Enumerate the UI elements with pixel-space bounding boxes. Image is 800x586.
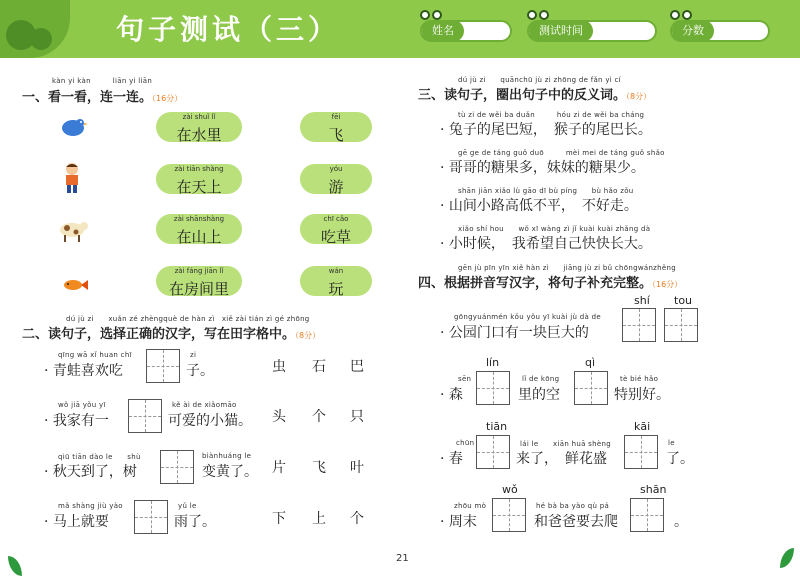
answer-box[interactable] <box>574 371 608 405</box>
sentence-pinyin: sēn <box>458 375 472 383</box>
choice-char[interactable]: 叶 <box>350 460 364 476</box>
phrase-pill-left[interactable] <box>156 164 242 194</box>
pill-text: 飞 <box>328 126 344 144</box>
phrase-pill-left[interactable] <box>156 214 242 244</box>
sentence-pinyin: mǎ shàng jiù yào <box>58 502 123 510</box>
sentence-text: · 山间小路高低不平， 不好走。 <box>440 198 638 214</box>
sentence-text: 变黄了。 <box>202 464 258 480</box>
pill-pinyin: fēi <box>331 113 341 121</box>
name-field[interactable] <box>420 20 512 42</box>
choice-char[interactable]: 个 <box>312 409 326 425</box>
pill-pinyin: wán <box>328 267 344 275</box>
page-title: 句子测试（三） <box>116 13 341 46</box>
section-heading: 四、根据拼音写汉字，将句子补充完整。（16分） <box>418 276 683 291</box>
decoration-blob <box>30 28 52 50</box>
answer-box[interactable] <box>664 308 698 342</box>
target-pinyin: shí <box>634 294 650 307</box>
answer-box[interactable] <box>630 498 664 532</box>
choice-char[interactable]: 个 <box>350 511 364 527</box>
header-band <box>0 0 800 58</box>
pill-text: 在房间里 <box>168 280 229 298</box>
frog-eyes-icon <box>420 10 442 20</box>
answer-box[interactable] <box>146 349 180 383</box>
pill-pinyin: zài tiān shàng <box>174 165 224 173</box>
choice-char[interactable]: 片 <box>272 460 286 476</box>
sentence-text: 可爱的小猫。 <box>168 413 252 429</box>
sentence-text: · 小时候， 我希望自己快快长大。 <box>440 236 652 252</box>
sentence-pinyin: xiǎo shí hou wǒ xī wàng zì jǐ kuài kuài zhǎng dà <box>458 225 651 233</box>
sentence-pinyin: chūn <box>456 439 475 447</box>
sentence-text: · 我家有一 <box>44 413 109 429</box>
target-pinyin: tiān <box>486 420 508 433</box>
pill-pinyin: chī cǎo <box>323 215 349 223</box>
sentence-text: · 青蛙喜欢吃 <box>44 363 123 379</box>
section-pinyin: gēn jù pīn yīn xiě hàn zì jiāng jù zi bǔ chōngwánzhěng <box>458 264 676 272</box>
sentence-text: · 周末 <box>440 514 477 530</box>
sentence-pinyin: qīng wā xǐ huan chī <box>58 351 132 359</box>
sentence-pinyin: tù zi de wěi ba duǎn hóu zi de wěi ba cháng <box>458 111 645 119</box>
sentence-text: · 春 <box>440 451 463 467</box>
choice-char[interactable]: 下 <box>272 511 286 527</box>
choice-char[interactable]: 只 <box>350 409 364 425</box>
answer-box[interactable] <box>134 500 168 534</box>
pill-pinyin: yóu <box>329 165 343 173</box>
target-pinyin: shān <box>640 483 667 496</box>
answer-box[interactable] <box>622 308 656 342</box>
score-field[interactable] <box>670 20 770 42</box>
sentence-text: 子。 <box>186 363 214 379</box>
leaf-icon <box>8 556 22 576</box>
sentence-text: · 森 <box>440 387 463 403</box>
choice-char[interactable]: 上 <box>312 511 326 527</box>
answer-box[interactable] <box>160 450 194 484</box>
choice-char[interactable]: 飞 <box>312 460 326 476</box>
section-heading: 三、读句子，圈出句子中的反义词。（8分） <box>418 88 652 103</box>
choice-char[interactable]: 石 <box>312 359 326 375</box>
section-pinyin: dú jù zi xuǎn zé zhèngquè de hàn zì xiě zài tián zì gé zhōng <box>66 315 310 323</box>
cow-picture <box>56 216 90 244</box>
test-time-field[interactable] <box>527 20 657 42</box>
sentence-pinyin: biànhuáng le <box>202 452 252 460</box>
sentence-pinyin: shān jiān xiǎo lù gāo dī bù píng bù hǎo zǒu <box>458 187 634 195</box>
fish-picture <box>60 272 90 298</box>
target-pinyin: tou <box>674 294 693 307</box>
child-picture <box>60 162 84 194</box>
phrase-pill-right[interactable] <box>300 266 372 296</box>
sentence-text: · 公园门口有一块巨大的 <box>440 325 589 341</box>
sentence-pinyin: gē ge de táng guǒ duō mèi mei de táng guǒ shǎo <box>458 149 665 157</box>
target-pinyin: qì <box>585 356 596 369</box>
answer-box[interactable] <box>128 399 162 433</box>
section-score: （8分） <box>295 331 321 340</box>
choice-char[interactable]: 虫 <box>272 359 286 375</box>
sentence-text: 特别好。 <box>614 387 670 403</box>
pill-text: 玩 <box>328 280 344 298</box>
target-pinyin: wǒ <box>502 483 518 496</box>
phrase-pill-right[interactable] <box>300 214 372 244</box>
choice-char[interactable]: 巴 <box>350 359 364 375</box>
score-field-label: 分数 <box>672 20 714 42</box>
sentence-text: 雨了。 <box>174 514 216 530</box>
sentence-pinyin: wǒ jiā yǒu yī <box>58 401 106 409</box>
section-score: （16分） <box>652 280 683 289</box>
sentence-text: · 马上就要 <box>44 514 109 530</box>
header-decoration <box>0 0 70 58</box>
sentence-pinyin: lǐ de kōng <box>522 375 560 383</box>
section-pinyin: kàn yi kàn liān yi liān <box>52 77 153 85</box>
test-time-field-label: 测试时间 <box>529 20 593 42</box>
pill-text: 游 <box>328 178 344 196</box>
section-heading: 二、读句子，选择正确的汉字，写在田字格中。（8分） <box>22 327 321 342</box>
answer-box[interactable] <box>476 371 510 405</box>
target-pinyin: kāi <box>634 420 651 433</box>
pill-pinyin: zài shānshàng <box>173 215 225 223</box>
phrase-pill-right[interactable] <box>300 112 372 142</box>
sentence-pinyin: kě ài de xiǎomāo <box>172 401 237 409</box>
phrase-pill-left[interactable] <box>156 266 242 296</box>
sentence-text: 和爸爸要去爬 <box>534 514 618 530</box>
answer-box[interactable] <box>476 435 510 469</box>
answer-box[interactable] <box>624 435 658 469</box>
sentence-pinyin: yǔ le <box>178 502 197 510</box>
sentence-text: · 哥哥的糖果多，妹妹的糖果少。 <box>440 160 645 176</box>
pill-pinyin: zài shuǐ lǐ <box>182 113 216 121</box>
sentence-pinyin: qiū tiān dào le shù <box>58 453 141 461</box>
section-heading: 一、看一看，连一连。（16分） <box>22 90 183 105</box>
section-pinyin: dú jù zi quānchū jù zi zhōng de fǎn yì cí <box>458 76 621 84</box>
leaf-icon <box>780 548 794 568</box>
frog-eyes-icon <box>670 10 692 20</box>
pill-text: 在山上 <box>176 228 222 246</box>
sentence-pinyin: zi <box>190 351 197 359</box>
sentence-pinyin: hé bà ba yào qù pá <box>536 502 610 510</box>
sentence-text: 来了， 鲜花盛 <box>516 451 607 467</box>
section-score: （8分） <box>626 92 652 101</box>
pill-text: 吃草 <box>320 228 351 246</box>
section-score: （16分） <box>152 94 183 103</box>
page-number: 21 <box>396 553 409 564</box>
pill-text: 在水里 <box>176 126 222 144</box>
sentence-pinyin: le <box>668 439 675 447</box>
sentence-pinyin: zhōu mò <box>454 502 487 510</box>
sentence-text: 。 <box>674 514 688 530</box>
answer-box[interactable] <box>492 498 526 532</box>
sentence-pinyin: tè bié hǎo <box>620 375 659 383</box>
phrase-pill-right[interactable] <box>300 164 372 194</box>
phrase-pill-left[interactable] <box>156 112 242 142</box>
pill-pinyin: zài fáng jiān lǐ <box>174 267 224 275</box>
pill-text: 在天上 <box>176 178 222 196</box>
sentence-text: · 兔子的尾巴短， 猴子的尾巴长。 <box>440 122 652 138</box>
sentence-pinyin: gōngyuánmén kǒu yǒu yī kuài jù dà de <box>454 313 601 321</box>
name-field-label: 姓名 <box>422 20 464 42</box>
sentence-text: 了。 <box>666 451 694 467</box>
frog-eyes-icon <box>527 10 549 20</box>
sentence-text: · 秋天到了，树 <box>44 464 137 480</box>
sentence-pinyin: lái le xiān huā shèng <box>520 440 611 448</box>
bird-picture <box>58 114 88 140</box>
choice-char[interactable]: 头 <box>272 409 286 425</box>
sentence-text: 里的空 <box>518 387 560 403</box>
target-pinyin: lín <box>486 356 500 369</box>
